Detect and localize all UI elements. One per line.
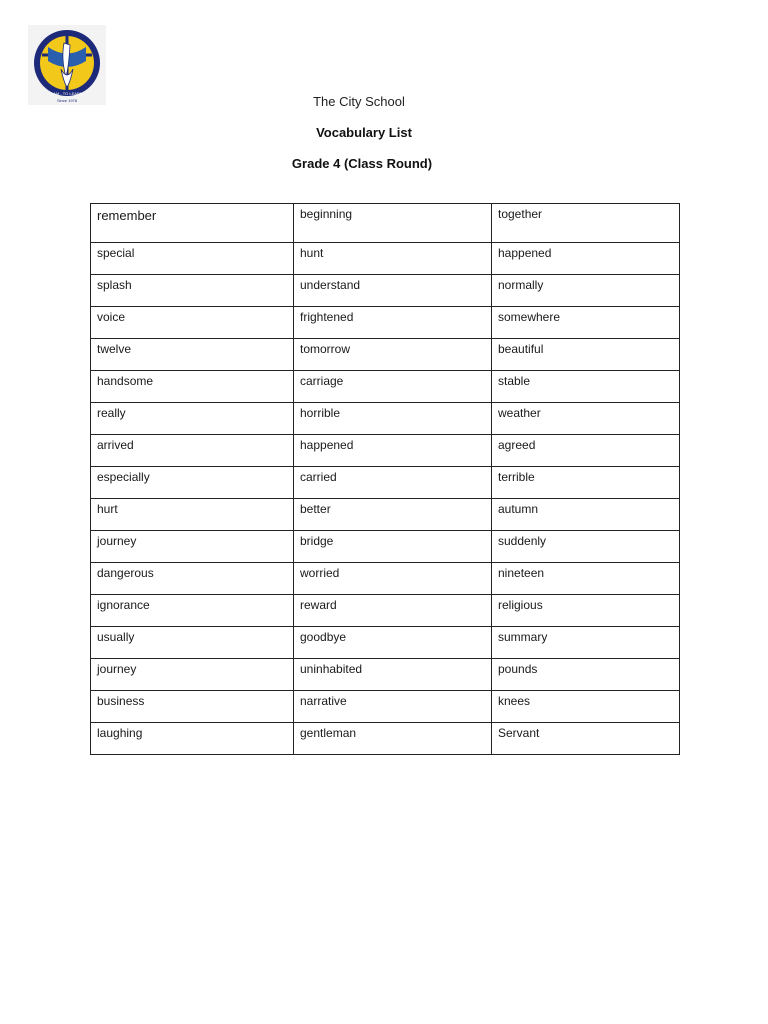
table-cell: ignorance xyxy=(91,595,294,627)
table-cell: nineteen xyxy=(492,563,680,595)
table-cell: tomorrow xyxy=(294,339,492,371)
table-cell: terrible xyxy=(492,467,680,499)
table-cell: worried xyxy=(294,563,492,595)
table-row xyxy=(91,307,680,339)
table-cell: frightened xyxy=(294,307,492,339)
table-cell: somewhere xyxy=(492,307,680,339)
table-cell: carried xyxy=(294,467,492,499)
page-subtitle: Grade 4 (Class Round) xyxy=(291,156,433,171)
table-cell: autumn xyxy=(492,499,680,531)
table-row xyxy=(91,595,680,627)
table-cell: pounds xyxy=(492,659,680,691)
table-cell: business xyxy=(91,691,294,723)
table-cell: arrived xyxy=(91,435,294,467)
vocabulary-table-body xyxy=(91,204,680,755)
table-cell: splash xyxy=(91,275,294,307)
table-row xyxy=(91,563,680,595)
table-cell: journey xyxy=(91,659,294,691)
table-cell: narrative xyxy=(294,691,492,723)
table-cell: hunt xyxy=(294,243,492,275)
table-cell: carriage xyxy=(294,371,492,403)
table-cell: understand xyxy=(294,275,492,307)
table-cell: bridge xyxy=(294,531,492,563)
table-cell: knees xyxy=(492,691,680,723)
table-row xyxy=(91,659,680,691)
table-row xyxy=(91,403,680,435)
table-cell: usually xyxy=(91,627,294,659)
table-cell: reward xyxy=(294,595,492,627)
table-cell: suddenly xyxy=(492,531,680,563)
table-cell: beautiful xyxy=(492,339,680,371)
table-row xyxy=(91,275,680,307)
table-cell: summary xyxy=(492,627,680,659)
school-name: The City School xyxy=(313,94,405,109)
table-cell: handsome xyxy=(91,371,294,403)
table-row xyxy=(91,371,680,403)
table-row xyxy=(91,627,680,659)
table-row xyxy=(91,204,680,243)
table-row xyxy=(91,339,680,371)
table-cell: goodbye xyxy=(294,627,492,659)
table-row xyxy=(91,243,680,275)
table-cell: agreed xyxy=(492,435,680,467)
table-row xyxy=(91,499,680,531)
table-cell: stable xyxy=(492,371,680,403)
table-cell: voice xyxy=(91,307,294,339)
table-cell: beginning xyxy=(294,204,492,243)
table-cell: weather xyxy=(492,403,680,435)
table-cell: religious xyxy=(492,595,680,627)
table-cell: special xyxy=(91,243,294,275)
table-row xyxy=(91,531,680,563)
logo-since: Since 1978 xyxy=(56,98,78,103)
table-cell: dangerous xyxy=(91,563,294,595)
table-cell: journey xyxy=(91,531,294,563)
table-cell: twelve xyxy=(91,339,294,371)
page-title: Vocabulary List xyxy=(316,125,412,140)
table-cell: horrible xyxy=(294,403,492,435)
table-row xyxy=(91,691,680,723)
table-cell: remember xyxy=(91,204,294,243)
table-cell: Servant xyxy=(492,723,680,755)
table-row xyxy=(91,467,680,499)
table-row xyxy=(91,435,680,467)
school-crest-icon xyxy=(28,25,106,105)
school-logo xyxy=(28,25,106,105)
table-row xyxy=(91,723,680,755)
table-cell: uninhabited xyxy=(294,659,492,691)
table-cell: laughing xyxy=(91,723,294,755)
table-cell: hurt xyxy=(91,499,294,531)
table-cell: together xyxy=(492,204,680,243)
table-cell: gentleman xyxy=(294,723,492,755)
table-cell: happened xyxy=(492,243,680,275)
table-cell: happened xyxy=(294,435,492,467)
logo-motto: I AM - TO LEARN xyxy=(51,91,83,96)
table-cell: really xyxy=(91,403,294,435)
table-cell: especially xyxy=(91,467,294,499)
table-cell: normally xyxy=(492,275,680,307)
vocabulary-table xyxy=(90,203,680,755)
table-cell: better xyxy=(294,499,492,531)
